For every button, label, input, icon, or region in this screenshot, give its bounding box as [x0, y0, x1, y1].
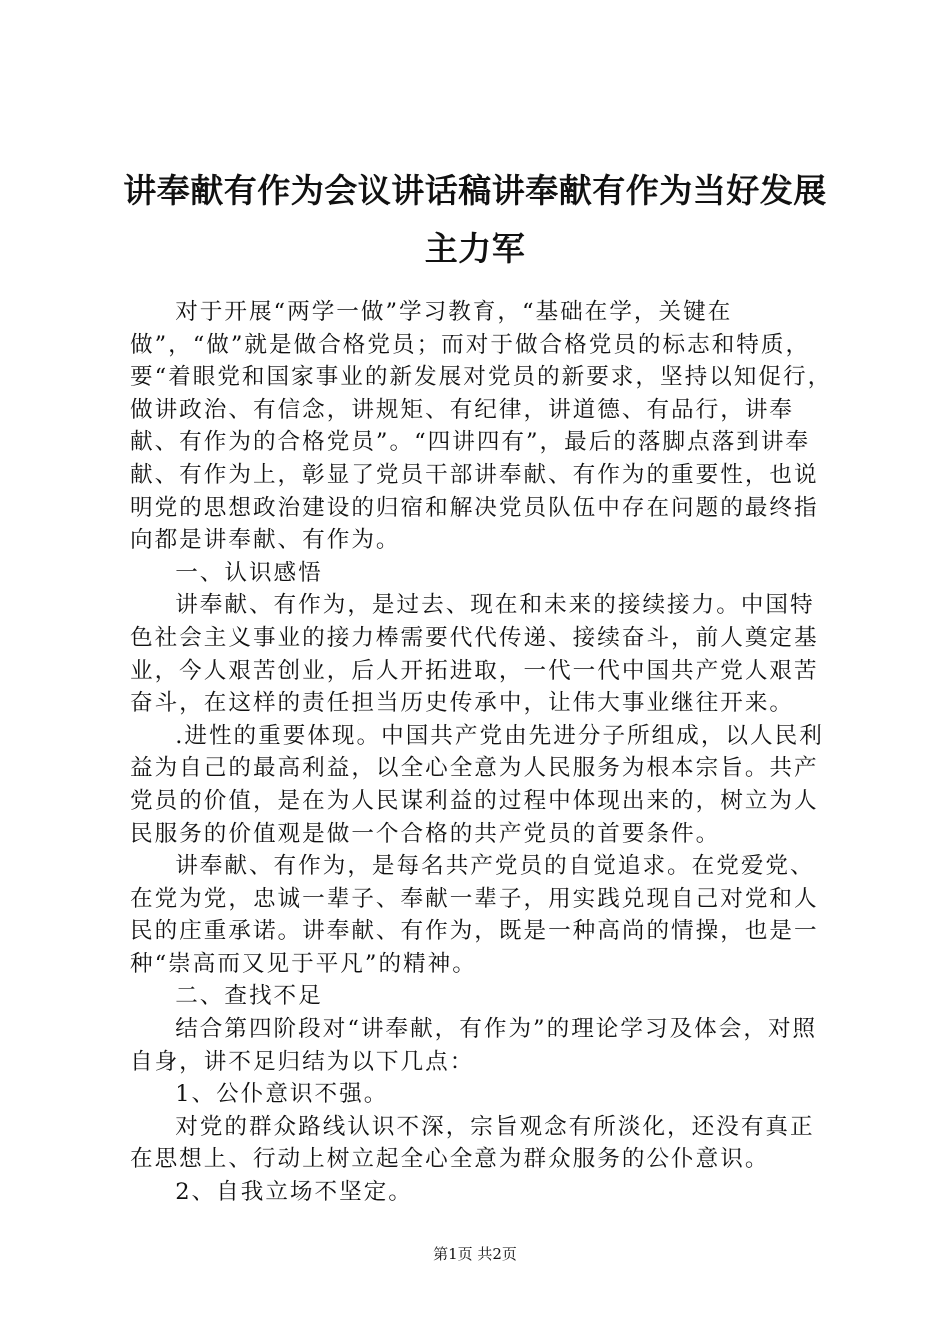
section-heading-2: 二、查找不足: [175, 983, 323, 1010]
paragraph-conscious-pursuit: 讲奉献、有作为，是每名共产党员的自觉追求。在党爱党、在党为党，忠诚一辈子、奉献一辈子，用实践兑现自己对党和人民的庄重承诺。讲奉献、有作为，既是一种高尚的情操，也是一种“崇高而又见于平凡”的精神。: [130, 853, 819, 977]
page-footer: 第1页 共2页: [433, 1245, 517, 1263]
paragraph-advanced-nature: .进性的重要体现。中国共产党由先进分子所组成，以人民利益为自己的最高利益，以全心全意为人民服务为根本宗旨。共产党员的价值，是在为人民谋利益的过程中体现出来的，树立为人民服务的价值观是做一个合格的共产党员的首要条件。: [130, 722, 824, 847]
document-title: 讲奉献有作为会议讲话稿讲奉献有作为当好发展主力军: [123, 171, 827, 268]
paragraph-relay: 讲奉献、有作为，是过去、现在和未来的接续接力。中国特色社会主义事业的接力棒需要代代传递、接续奋斗，前人奠定基业，今人艰苦创业，后人开拓进取，一代一代中国共产党人艰苦奋斗，在这样的责任担当历史传承中，让伟大事业继往开来。: [130, 592, 819, 717]
paragraph-shortcomings-intro: 结合第四阶段对“讲奉献，有作为”的理论学习及体会，对照自身，讲不足归结为以下几点：: [130, 1016, 818, 1075]
section-heading-1: 一、认识感悟: [175, 559, 323, 586]
paragraph-intro: 对于开展“两学一做”学习教育，“基础在学，关键在做”，“做”就是做合格党员；而对于做合格党员的标志和特质，要“着眼党和国家事业的新发展对党员的新要求，坚持以知促行，做讲政治、有信念，讲规矩、有纪律，讲道德、有品行，讲奉献、有作为的合格党员”。“四讲四有”，最后的落脚点落到讲奉献、有作为上，彰显了党员干部讲奉献、有作为的重要性，也说明党的思想政治建设的归宿和解决党员队伍中存在问题的最终指向都是讲奉献、有作为。: [130, 299, 833, 554]
paragraph-item-1-detail: 对党的群众路线认识不深，宗旨观念有所淡化，还没有真正在思想上、行动上树立起全心全意为群众服务的公仆意识。: [130, 1113, 815, 1173]
document-body: [130, 296, 834, 1209]
list-item-1: 1、公仆意识不强。: [175, 1081, 389, 1108]
list-item-2: 2、自我立场不坚定。: [175, 1179, 413, 1206]
